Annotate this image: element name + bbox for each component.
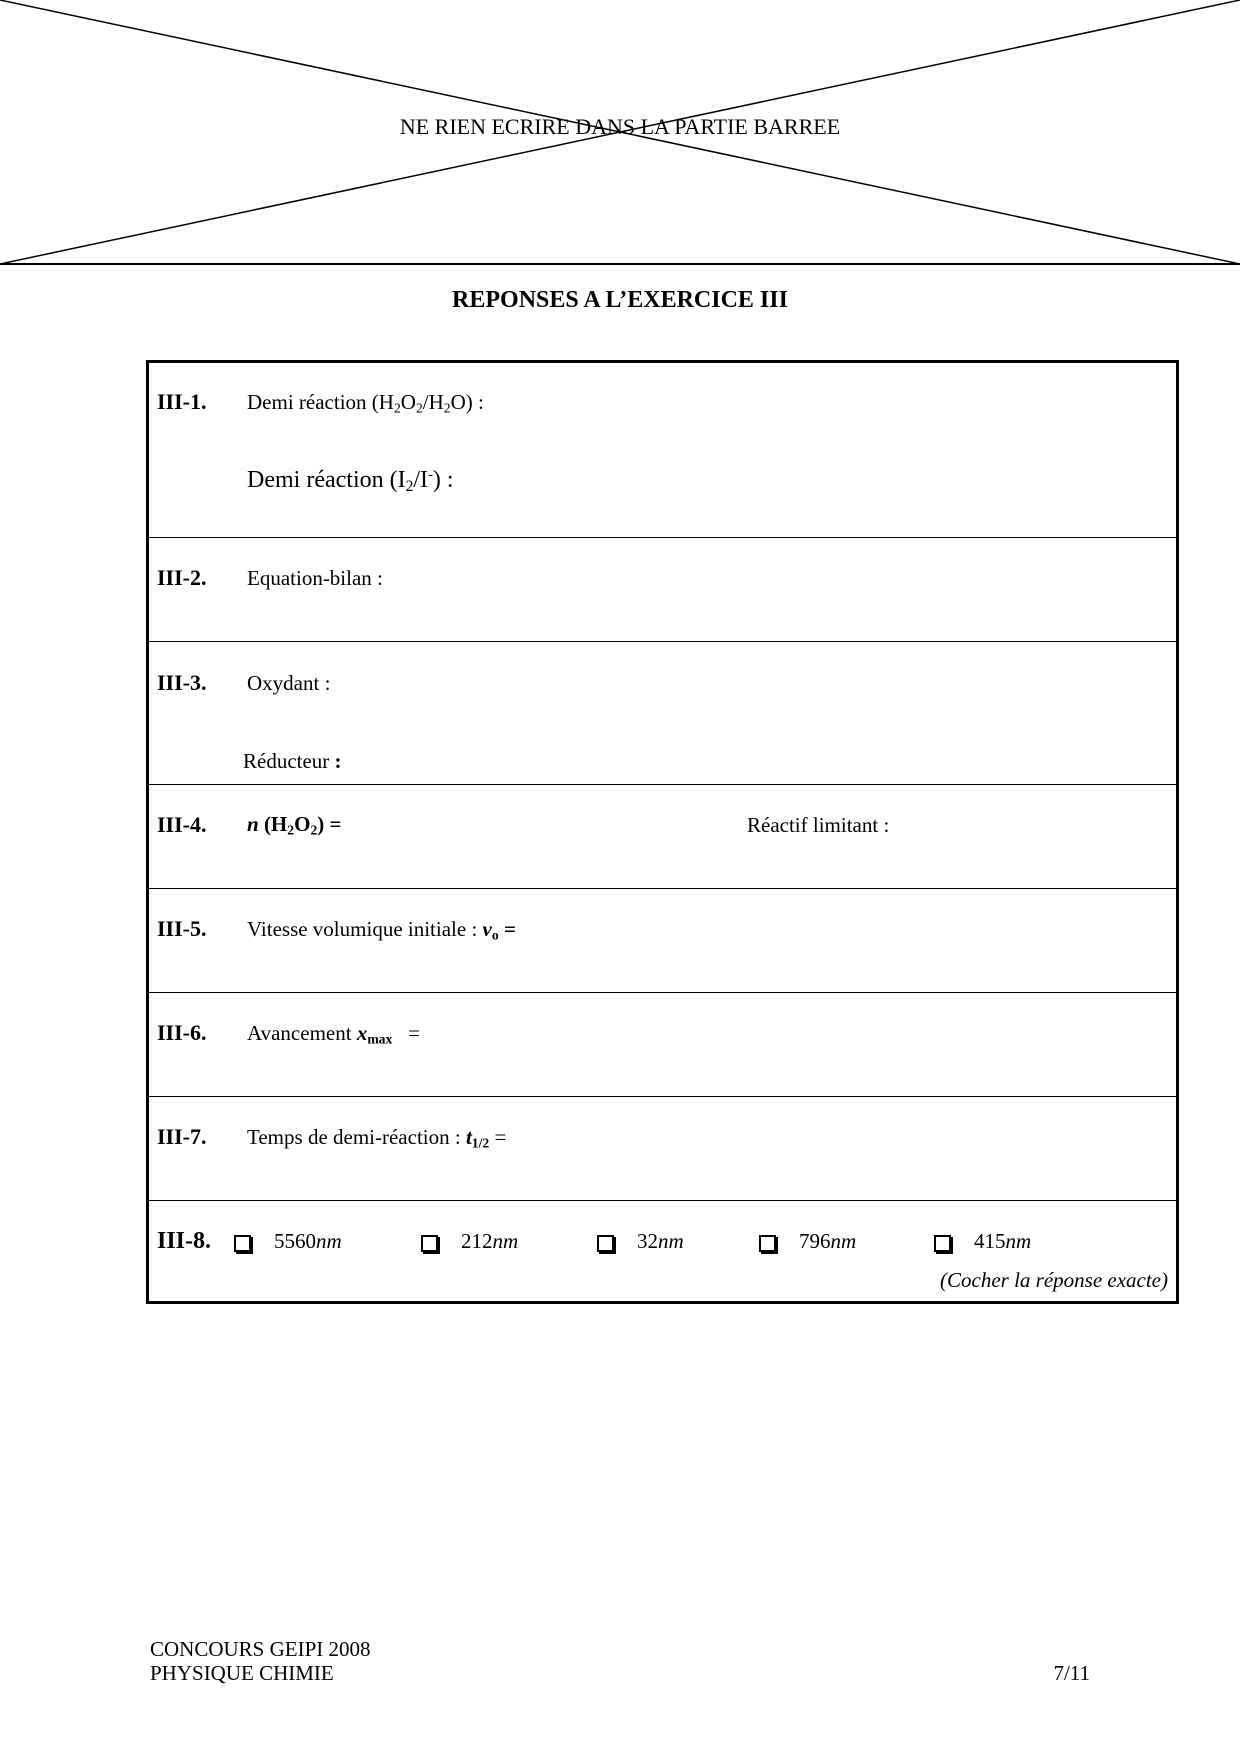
row-iii-8 [149, 1201, 1176, 1304]
row-number: III-1. [157, 389, 207, 414]
barred-area-text: NE RIEN ECRIRE DANS LA PARTIE BARREE [399, 114, 841, 139]
row-iii-1 [149, 363, 1176, 538]
option-label-796: 796nm [799, 1229, 857, 1253]
option-label-32: 32nm [637, 1229, 684, 1253]
check-instruction: (Cocher la réponse exacte) [940, 1268, 1168, 1292]
equation-bilan-label: Equation-bilan : [247, 566, 383, 590]
max-advancement-label: Avancement $x_{max}$ = [247, 1021, 420, 1047]
option-label-212: 212nm [461, 1229, 519, 1253]
option-checkbox-796[interactable] [759, 1235, 776, 1252]
row-iii-3 [149, 642, 1176, 785]
initial-rate-label: Vitesse volumique initiale : $v_o$ = [247, 917, 516, 943]
option-label-415: 415nm [974, 1229, 1032, 1253]
option-checkbox-212[interactable] [421, 1235, 438, 1252]
footer-contest-line: CONCOURS GEIPI 2008 [150, 1637, 371, 1661]
half-reaction-time-label: Temps de demi-réaction : $t_{1/2}$ = [247, 1125, 507, 1151]
limiting-reagent-label: Réactif limitant : [747, 813, 890, 837]
row-number: III-3. [157, 670, 207, 695]
row-iii-4 [149, 785, 1176, 889]
row-number: III-4. [157, 812, 207, 837]
row-iii-5 [149, 889, 1176, 993]
quantity-h2o2-label: n $(H_2O_2)$ = [247, 812, 342, 838]
row-number: III-6. [157, 1020, 207, 1045]
page-number: 7/11 [1053, 1661, 1090, 1685]
footer-subject-line: PHYSIQUE CHIMIE [150, 1661, 334, 1685]
half-reaction-i2-label: Demi réaction $(I_2/I^-)$ : [247, 467, 454, 495]
answer-table [146, 360, 1179, 1304]
row-number: III-2. [157, 565, 207, 590]
reducteur-label: Réducteur : [243, 749, 342, 773]
barred-area [0, 0, 1240, 265]
row-number: III-5. [157, 916, 207, 941]
option-checkbox-5560[interactable] [234, 1235, 251, 1252]
row-iii-2 [149, 538, 1176, 642]
option-checkbox-32[interactable] [597, 1235, 614, 1252]
row-iii-7 [149, 1097, 1176, 1201]
option-checkbox-415[interactable] [934, 1235, 951, 1252]
row-iii-6 [149, 993, 1176, 1097]
row-number: III-7. [157, 1124, 207, 1149]
page-title: REPONSES A L’EXERCICE III [452, 287, 788, 313]
oxydant-label: Oxydant : [247, 671, 331, 695]
row-number: III-8. [157, 1228, 212, 1254]
half-reaction-h2o2-label: Demi réaction $(H_2O_2/H_2O)$ : [247, 390, 484, 416]
option-label-5560: 5560nm [274, 1229, 342, 1253]
